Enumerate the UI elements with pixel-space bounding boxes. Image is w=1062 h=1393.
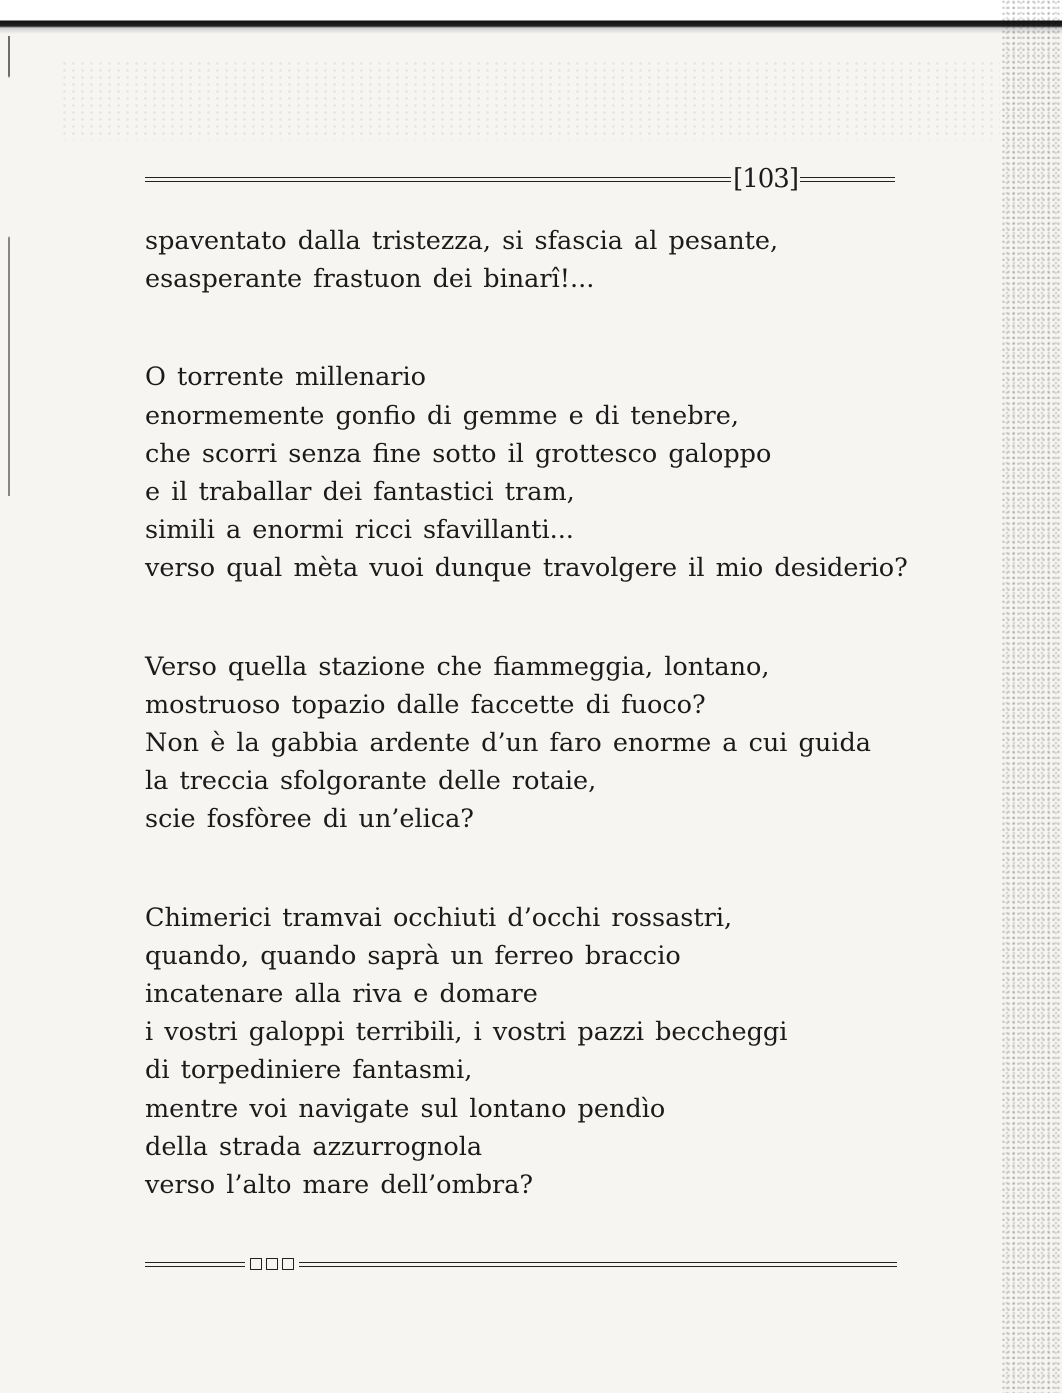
scan-left-edge — [8, 36, 10, 496]
verse-line: O torrente millenario — [145, 362, 427, 393]
page-footer-ornament — [145, 1254, 897, 1274]
verse-line: Verso quella stazione che fiammeggia, lontano, — [145, 651, 770, 682]
stanza — [145, 899, 925, 1205]
header-rule-left — [145, 177, 731, 182]
scan-top-edge — [0, 0, 1062, 34]
verse-line: Chimerici tramvai occhiuti d’occhi rossastri, — [145, 902, 733, 933]
square-icon — [250, 1258, 262, 1270]
verse-line: che scorri senza fine sotto il grottesco galoppo — [145, 438, 772, 469]
verse-line: verso l’alto mare dell’ombra? — [145, 1170, 534, 1201]
verse-line: scie fosfòree di un’elica? — [145, 804, 474, 835]
verse-line: enormemente gonfio di gemme e di tenebre, — [145, 400, 739, 431]
paper-edge-noise — [1002, 0, 1062, 1393]
verse-line: la treccia sfolgorante delle rotaie, — [145, 766, 597, 797]
verse-line: della strada azzurrognola — [145, 1131, 483, 1162]
page-number: [103] — [733, 164, 798, 194]
verse-line: esasperante frastuon dei binarî!... — [145, 264, 595, 295]
header-rule-right — [800, 177, 895, 182]
verse-line: simili a enormi ricci sfavillanti... — [145, 515, 574, 546]
verse-line: spaventato dalla tristezza, si sfascia al pesante, — [145, 226, 779, 256]
verse-line: Non è la gabbia ardente d’un faro enorme a cui guida — [145, 728, 871, 759]
square-icon — [266, 1258, 278, 1270]
verse-line: mentre voi navigate sul lontano pendìo — [145, 1093, 666, 1124]
stanza — [145, 358, 925, 587]
stanza — [145, 648, 925, 839]
verse-line: di torpediniere fantasmi, — [145, 1055, 473, 1086]
verse-line: verso qual mèta vuoi dunque travolgere il mio desiderio? — [145, 553, 908, 584]
three-square-ornament-icon — [245, 1258, 299, 1270]
poem-body — [145, 222, 925, 1204]
verse-line: incatenare alla riva e domare — [145, 979, 538, 1010]
footer-rule-left — [145, 1262, 245, 1267]
square-icon — [282, 1258, 294, 1270]
paper-specks — [60, 60, 1000, 140]
verse-line: mostruoso topazio dalle faccette di fuoco? — [145, 689, 706, 720]
verse-line: quando, quando saprà un ferreo braccio — [145, 940, 681, 971]
footer-rule-right — [299, 1262, 897, 1267]
stanza — [145, 222, 925, 298]
verse-line: i vostri galoppi terribili, i vostri pazzi beccheggi — [145, 1017, 788, 1048]
verse-line: e il traballar dei fantastici tram, — [145, 477, 575, 508]
page-header — [145, 165, 895, 193]
